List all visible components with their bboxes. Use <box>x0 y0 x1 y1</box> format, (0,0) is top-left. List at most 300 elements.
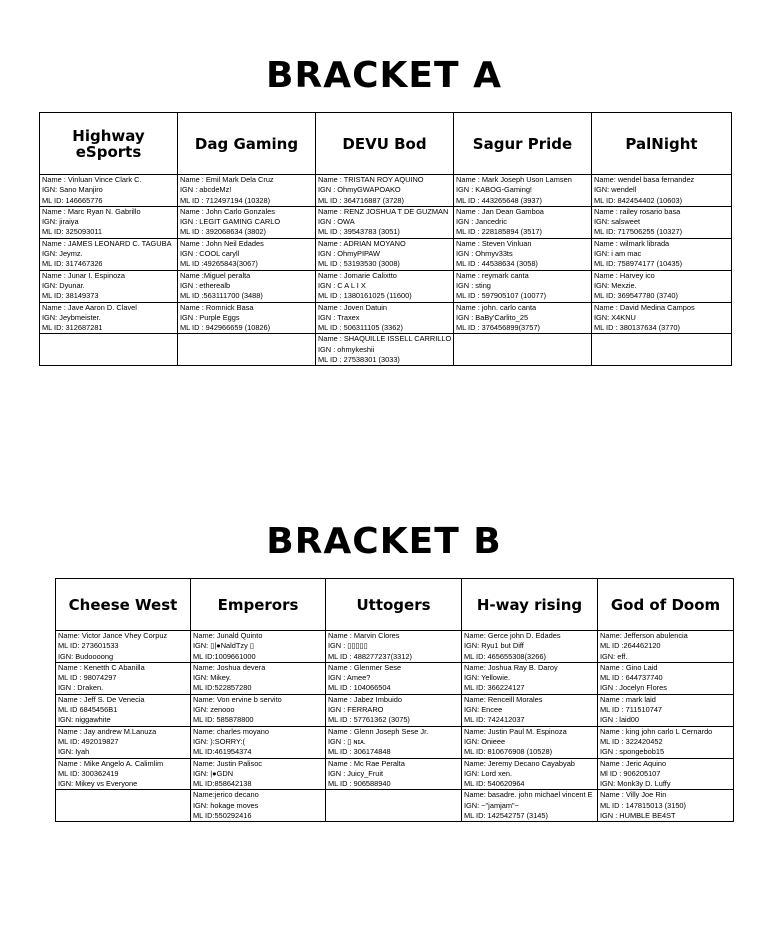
player-info-line: ML ID: 366224127 <box>464 683 525 693</box>
player-cell <box>598 631 734 663</box>
player-cell <box>326 758 462 790</box>
player-info-line: IGN: Lord xen. <box>464 768 513 778</box>
team-header-palnight: PalNight <box>592 113 732 175</box>
player-info-line: IGN: Ryu1 but Diff <box>464 641 524 651</box>
player-info-line: Name : Glenmer Sese <box>328 662 402 672</box>
player-info-line: IGN: Budoooong <box>58 651 114 661</box>
player-info <box>56 727 190 758</box>
player-info <box>462 695 597 726</box>
player-cell <box>178 270 316 302</box>
player-info-line: ML ID: 369547780 (3740) <box>594 291 678 301</box>
player-info-line: IGN : OhmyGWAPOAKO <box>318 185 401 195</box>
player-info-line: IGN : ▯▯▯▯▯ <box>328 641 368 651</box>
player-info-line: IGN: hokage moves <box>193 800 259 810</box>
player-info-line: IGN : OWA <box>318 217 355 227</box>
player-cell <box>178 175 316 207</box>
player-info-line: ML ID : 364716887 (3728) <box>318 195 405 205</box>
player-info-line: ML ID:1009661000 <box>193 651 256 661</box>
table-row <box>56 726 734 758</box>
player-info-line: Name: Junald Quinto <box>193 631 263 640</box>
player-info-line: Name : Glenn Joseph Sese Jr. <box>328 726 429 736</box>
table-row <box>56 790 734 822</box>
player-info-line: Name : Jeric Aquino <box>600 758 667 768</box>
table-row <box>56 631 734 663</box>
player-info-line: Name: Jeremy Decano Cayabyab <box>464 758 575 768</box>
player-info <box>598 727 733 758</box>
table-row <box>56 694 734 726</box>
player-info-line: IGN: Mexzie. <box>594 280 637 290</box>
player-info <box>316 207 453 238</box>
player-cell <box>56 758 191 790</box>
player-cell <box>592 175 732 207</box>
player-info-line: Name : Steven Vinluan <box>456 238 532 248</box>
team-header-h-way-rising: H-way rising <box>462 579 598 631</box>
player-info <box>462 790 597 821</box>
player-info <box>326 695 461 726</box>
table-row <box>40 175 732 207</box>
player-cell <box>56 694 191 726</box>
player-info-line: IGN : FERRARO <box>328 705 384 715</box>
player-info-line: Name : TRISTAN ROY AQUINO <box>318 175 424 184</box>
player-info-line: IGN: Encee <box>464 705 503 715</box>
player-info <box>454 239 591 270</box>
player-info-line: IGN: Sano Manjiro <box>42 185 103 195</box>
player-info-line: ML ID 6845456B1 <box>58 705 118 715</box>
player-info-line: ML ID : 392068634 (3802) <box>180 227 267 237</box>
player-info <box>316 303 453 334</box>
player-cell <box>462 694 598 726</box>
player-cell <box>40 206 178 238</box>
player-info <box>592 303 731 334</box>
player-info-line: Name: Gerce john D. Edades <box>464 631 561 640</box>
player-info-line: Name :Miguel peralta <box>180 270 251 280</box>
player-info <box>326 663 461 694</box>
player-info-line: Name : ADRIAN MOYANO <box>318 238 406 248</box>
player-info <box>40 175 177 206</box>
player-cell <box>40 238 178 270</box>
player-info <box>56 663 190 694</box>
player-info <box>454 303 591 334</box>
table-row <box>56 662 734 694</box>
player-info-line: ML ID: 325093011 <box>42 227 102 237</box>
player-info <box>40 207 177 238</box>
player-info <box>598 790 733 821</box>
player-info-line: ML ID: 540620964 <box>464 779 525 789</box>
team-header-emperors: Emperors <box>191 579 326 631</box>
player-info-line: IGN : LEGIT GAMING CARLO <box>180 217 281 227</box>
player-info-line: Name: Joshua devera <box>193 662 266 672</box>
team-header-sagur-pride: Sagur Pride <box>454 113 592 175</box>
player-info-line: Name : Mike Angelo A. Calimlim <box>58 758 164 768</box>
player-info <box>191 727 325 758</box>
player-info-line: Name : Marc Ryan N. Gabrillo <box>42 206 141 216</box>
player-info-line: ML ID : 322420452 <box>600 736 663 746</box>
player-info-line: IGN: Jeymz. <box>42 249 83 259</box>
player-info-line: Name: Justin Paul M. Espinoza <box>464 726 567 736</box>
team-header-devu-bod: DEVU Bod <box>316 113 454 175</box>
player-info-line: Name: wendel basa fernandez <box>594 175 695 184</box>
player-info-line: IGN : spongebob15 <box>600 747 665 757</box>
player-info <box>454 271 591 302</box>
player-info-line: IGN: X4KNU <box>594 312 636 322</box>
player-info-line: Name : David Medina Campos <box>594 302 695 312</box>
player-info-line: Name : Villy Joe Rin <box>600 790 667 800</box>
player-info <box>462 663 597 694</box>
player-info-line: Name : Junar I. Espinoza <box>42 270 125 280</box>
player-cell <box>462 758 598 790</box>
player-info-line: ML ID : 98074297 <box>58 673 117 683</box>
player-cell <box>598 726 734 758</box>
table-row <box>40 302 732 334</box>
player-cell <box>56 631 191 663</box>
player-info-line: ML ID: 810676908 (10528) <box>464 747 553 757</box>
player-info-line: Name: Victor Jance Vhey Corpuz <box>58 631 168 640</box>
player-info-line: ML ID : 380137634 (3770) <box>594 323 681 333</box>
player-cell <box>326 790 462 822</box>
player-cell <box>462 726 598 758</box>
player-info-line: Name : railey rosario basa <box>594 206 681 216</box>
player-info-line: Name : mark laid <box>600 694 656 704</box>
player-info-line: IGN : etherealb <box>180 280 231 290</box>
player-info-line: Name: Jefferson abulencia <box>600 631 688 640</box>
player-cell <box>56 726 191 758</box>
player-cell <box>316 302 454 334</box>
player-info-line: IGN : Jocelyn Flores <box>600 683 667 693</box>
player-info-line: IGN : ohmykeshii <box>318 344 375 354</box>
player-info-line: Name : Jabez Imbuido <box>328 694 402 704</box>
table-row <box>40 334 732 366</box>
player-cell <box>316 206 454 238</box>
player-info-line: IGN: ):SORRY:( <box>193 736 246 746</box>
player-info <box>462 631 597 662</box>
player-cell <box>178 302 316 334</box>
player-cell <box>462 662 598 694</box>
player-cell <box>40 270 178 302</box>
player-info <box>592 207 731 238</box>
player-info-line: ML ID : 942966659 (10826) <box>180 323 271 333</box>
player-info-line: IGN : Draken. <box>58 683 104 693</box>
player-info-line: ML ID : 711510747 <box>600 705 663 715</box>
player-info <box>178 303 315 334</box>
player-info-line: ML ID : 443265648 (3937) <box>456 195 543 205</box>
player-info-line: ML ID : 597905107 (10077) <box>456 291 547 301</box>
player-info-line: Name : JAMES LEONARD C. TAGUBA <box>42 238 172 248</box>
player-cell <box>326 631 462 663</box>
player-cell <box>326 726 462 758</box>
player-info <box>592 175 731 206</box>
player-cell <box>191 758 326 790</box>
player-info <box>598 759 733 790</box>
player-cell <box>40 175 178 207</box>
player-info-line: ML ID: 492019827 <box>58 736 119 746</box>
bracket-a-table <box>39 112 732 366</box>
player-info-line: IGN : Ohmyv33ts <box>456 249 513 259</box>
player-cell <box>326 694 462 726</box>
player-cell <box>178 238 316 270</box>
player-info-line: ML ID : 712497194 (10328) <box>180 195 271 205</box>
player-info-line: IGN: Iyah <box>58 747 90 757</box>
player-info <box>178 271 315 302</box>
player-cell <box>178 206 316 238</box>
player-info-line: Name : Jan Dean Gamboa <box>456 206 544 216</box>
player-info-line: IGN: Monk3y D. Luffy <box>600 779 671 789</box>
player-info <box>592 239 731 270</box>
player-info-line: Name : Jay andrew M.Lanuza <box>58 726 157 736</box>
player-info-line: Name : Jave Aaron D. Clavel <box>42 302 137 312</box>
player-info <box>191 759 325 790</box>
player-info-line: IGN : abcdeMz! <box>180 185 232 195</box>
player-info-line: Name : Marvin Clores <box>328 631 400 640</box>
player-cell <box>56 790 191 822</box>
player-info-line: ML ID : 488277237(3312) <box>328 651 412 661</box>
player-info-line: ML ID : 906588940 <box>328 779 391 789</box>
player-cell <box>592 270 732 302</box>
bracket-a-title: BRACKET A <box>266 55 502 96</box>
player-info-line: IGN : C A L I X <box>318 280 366 290</box>
player-info <box>316 239 453 270</box>
player-info-line: IGN : ▯ ɴɪᴀ. <box>328 736 366 746</box>
player-info-line: IGN: Onieee <box>464 736 506 746</box>
player-cell <box>191 694 326 726</box>
player-info-line: ML ID: 273601533 <box>58 641 119 651</box>
player-cell <box>454 270 592 302</box>
team-header-god-of-doom: God of Doom <box>598 579 734 631</box>
player-cell <box>178 334 316 366</box>
player-info <box>316 334 453 365</box>
player-info-line: IGN: zenooo <box>193 705 235 715</box>
player-info-line: ML ID : 39543783 (3051) <box>318 227 400 237</box>
player-info <box>316 271 453 302</box>
player-info-line: Name: basadre. john michael vincent E <box>464 790 593 800</box>
player-info <box>191 663 325 694</box>
player-info-line: ML ID: 38149373 <box>42 291 99 301</box>
player-info-line: Name : Mc Rae Peralta <box>328 758 405 768</box>
player-info-line: Name : Kenetth C Abanilla <box>58 662 145 672</box>
table-row <box>40 238 732 270</box>
player-info-line: IGN : Jancedric <box>456 217 507 227</box>
player-info-line: Name : wilmark librada <box>594 238 670 248</box>
player-info-line: IGN: Yellowie. <box>464 673 511 683</box>
player-info-line: ML ID: 317467326 <box>42 259 103 269</box>
team-header-dag-gaming: Dag Gaming <box>178 113 316 175</box>
player-info-line: ML ID: 312687281 <box>42 323 103 333</box>
player-cell <box>40 302 178 334</box>
player-info-line: Name : Jomarie Calixtto <box>318 270 397 280</box>
player-info-line: ML ID:550292416 <box>193 811 252 821</box>
player-info-line: ML ID: 300362419 <box>58 768 119 778</box>
player-info-line: IGN: ~"jamjam"~ <box>464 800 519 810</box>
player-info <box>40 239 177 270</box>
player-info-line: IGN : COOL caryll <box>180 249 240 259</box>
player-info-line: IGN: eff. <box>600 651 628 661</box>
player-info <box>462 727 597 758</box>
player-info-line: Name : Romnick Basa <box>180 302 254 312</box>
player-info-line: Name : Joven Datuin <box>318 302 388 312</box>
player-info-line: ML ID: 465655308(3266) <box>464 651 546 661</box>
player-cell <box>592 238 732 270</box>
player-info <box>178 175 315 206</box>
player-info-line: ML ID : 376456899(3757) <box>456 323 540 333</box>
player-info-line: Name : john. carlo canta <box>456 302 537 312</box>
player-cell <box>191 662 326 694</box>
player-cell <box>462 631 598 663</box>
player-info-line: ML ID : 228185894 (3517) <box>456 227 543 237</box>
player-cell <box>191 631 326 663</box>
player-info-line: Name : reymark canta <box>456 270 529 280</box>
player-info-line: Name: Justin Palisoc <box>193 758 263 768</box>
player-cell <box>592 206 732 238</box>
player-info-line: ML ID: 758974177 (10435) <box>594 259 683 269</box>
player-info <box>40 303 177 334</box>
player-cell <box>592 302 732 334</box>
team-header-uttogers: Uttogers <box>326 579 462 631</box>
player-info <box>56 759 190 790</box>
player-info-line: ML ID :49265843(3067) <box>180 259 258 269</box>
bracket-b-table <box>55 578 734 822</box>
player-cell <box>454 175 592 207</box>
table-row <box>40 206 732 238</box>
player-info-line: ML ID : 57761362 (3075) <box>328 715 410 725</box>
player-info-line: ML ID: 842454402 (10603) <box>594 195 683 205</box>
player-info-line: IGN : BaBy'Carlito_25 <box>456 312 529 322</box>
player-info-line: IGN : sting <box>456 280 491 290</box>
player-cell <box>316 334 454 366</box>
player-cell <box>191 790 326 822</box>
player-info-line: Name: Joshua Ray B. Daroy <box>464 662 558 672</box>
player-cell <box>454 206 592 238</box>
player-info-line: IGN: Jeybmeister. <box>42 312 101 322</box>
player-info-line: IGN : Traxex <box>318 312 360 322</box>
player-info <box>191 695 325 726</box>
player-info-line: Name : Jeff S. De Venecia <box>58 694 145 704</box>
player-info-line: ML ID: 742412037 <box>464 715 525 725</box>
player-info <box>191 631 325 662</box>
player-info-line: IGN : Purple Eggs <box>180 312 240 322</box>
player-info-line: ML ID : 1380161025 (11600) <box>318 291 412 301</box>
player-info <box>598 663 733 694</box>
player-info <box>454 175 591 206</box>
player-info-line: Name : Vinluan Vince Clark C. <box>42 175 142 184</box>
player-info-line: IGN: Mikey vs Everyone <box>58 779 138 789</box>
player-info-line: ML ID: 142542757 (3145) <box>464 811 548 821</box>
player-info-line: ML ID:858642138 <box>193 779 252 789</box>
player-info-line: IGN : KABOG-Gaming! <box>456 185 532 195</box>
player-info <box>40 271 177 302</box>
player-info-line: IGN: jiraiya <box>42 217 79 227</box>
player-cell <box>592 334 732 366</box>
player-cell <box>598 758 734 790</box>
player-info-line: ML ID : 306174848 <box>328 747 391 757</box>
bracket-b-title: BRACKET B <box>266 521 502 562</box>
team-header-highway-esports: Highway eSports <box>40 113 178 175</box>
player-cell <box>316 175 454 207</box>
player-info <box>454 207 591 238</box>
player-info-line: Name: Renceill Morales <box>464 694 543 704</box>
player-info-line: Name : RENZ JOSHUA T DE GUZMAN <box>318 206 449 216</box>
player-info <box>326 631 461 662</box>
player-info-line: ML ID : 644737740 <box>600 673 663 683</box>
player-info-line: IGN: |●GDN <box>193 768 234 778</box>
player-info-line: IGN : Juicy_Fruit <box>328 768 384 778</box>
player-info-line: Name: Von ervine b servito <box>193 694 282 704</box>
player-info-line: IGN: wendell <box>594 185 637 195</box>
player-info <box>178 239 315 270</box>
player-cell <box>454 238 592 270</box>
player-cell <box>598 790 734 822</box>
player-info-line: IGN: salsweet <box>594 217 641 227</box>
player-cell <box>40 334 178 366</box>
player-info-line: Name: charles moyano <box>193 726 269 736</box>
player-info-line: ML ID : 44538634 (3058) <box>456 259 538 269</box>
player-info <box>316 175 453 206</box>
player-info <box>178 207 315 238</box>
player-info <box>56 695 190 726</box>
player-info-line: ML ID: 146665776 <box>42 195 103 205</box>
player-cell <box>316 270 454 302</box>
player-info <box>326 727 461 758</box>
player-cell <box>316 238 454 270</box>
player-cell <box>326 662 462 694</box>
team-header-cheese-west: Cheese West <box>56 579 191 631</box>
player-info-line: ML ID: 717506255 (10327) <box>594 227 683 237</box>
player-info-line: ML ID : 53193530 (3008) <box>318 259 400 269</box>
player-info-line: Name : Harvey ico <box>594 270 655 280</box>
player-info <box>592 271 731 302</box>
player-info-line: ML ID: 585878800 <box>193 715 254 725</box>
player-info-line: Name:jerico decano <box>193 790 259 800</box>
player-info-line: ML ID :264462120 <box>600 641 661 651</box>
player-info-line: ML ID:522857280 <box>193 683 252 693</box>
player-info-line: Name : Emil Mark Dela Cruz <box>180 175 274 184</box>
player-cell <box>454 302 592 334</box>
player-cell <box>598 662 734 694</box>
player-cell <box>56 662 191 694</box>
player-info <box>56 631 190 662</box>
player-info-line: ML ID :563111700 (3488) <box>180 291 263 301</box>
player-cell <box>462 790 598 822</box>
player-info-line: ML ID : 27538301 (3033) <box>318 355 400 365</box>
player-info-line: IGN: Dyunar. <box>42 280 85 290</box>
player-info <box>598 631 733 662</box>
player-info-line: ML ID : 506311105 (3362) <box>318 323 403 333</box>
table-row <box>40 270 732 302</box>
player-info <box>462 759 597 790</box>
player-info-line: Name : Mark Joseph Uson Lamsen <box>456 175 572 184</box>
player-info-line: Name : John Carlo Gonzales <box>180 206 275 216</box>
player-info-line: IGN : HUMBLE BE4ST <box>600 811 676 821</box>
player-info-line: Name : king john carlo L Cernardo <box>600 726 713 736</box>
player-info-line: IGN: Mikey. <box>193 673 232 683</box>
player-info-line: IGN: niggawhite <box>58 715 111 725</box>
player-info-line: IGN : Amee? <box>328 673 371 683</box>
player-cell <box>191 726 326 758</box>
player-info-line: IGN: i am mac <box>594 249 642 259</box>
player-cell <box>454 334 592 366</box>
player-info-line: ML ID : 104066504 <box>328 683 391 693</box>
player-info-line: IGN: ▯|●NaldTzy ▯ <box>193 641 254 651</box>
table-row <box>56 758 734 790</box>
player-info <box>326 759 461 790</box>
player-info <box>191 790 325 821</box>
player-info-line: Name : SHAQUILLE ISSELL CARRILLO <box>318 334 452 344</box>
player-cell <box>598 694 734 726</box>
player-info-line: Ml ID : 906205107 <box>600 768 661 778</box>
player-info <box>598 695 733 726</box>
player-info-line: Name : John Neil Edades <box>180 238 264 248</box>
player-info-line: IGN : OhmyPIPAW <box>318 249 381 259</box>
player-info-line: ML ID:461954374 <box>193 747 252 757</box>
player-info-line: IGN : laid00 <box>600 715 640 725</box>
